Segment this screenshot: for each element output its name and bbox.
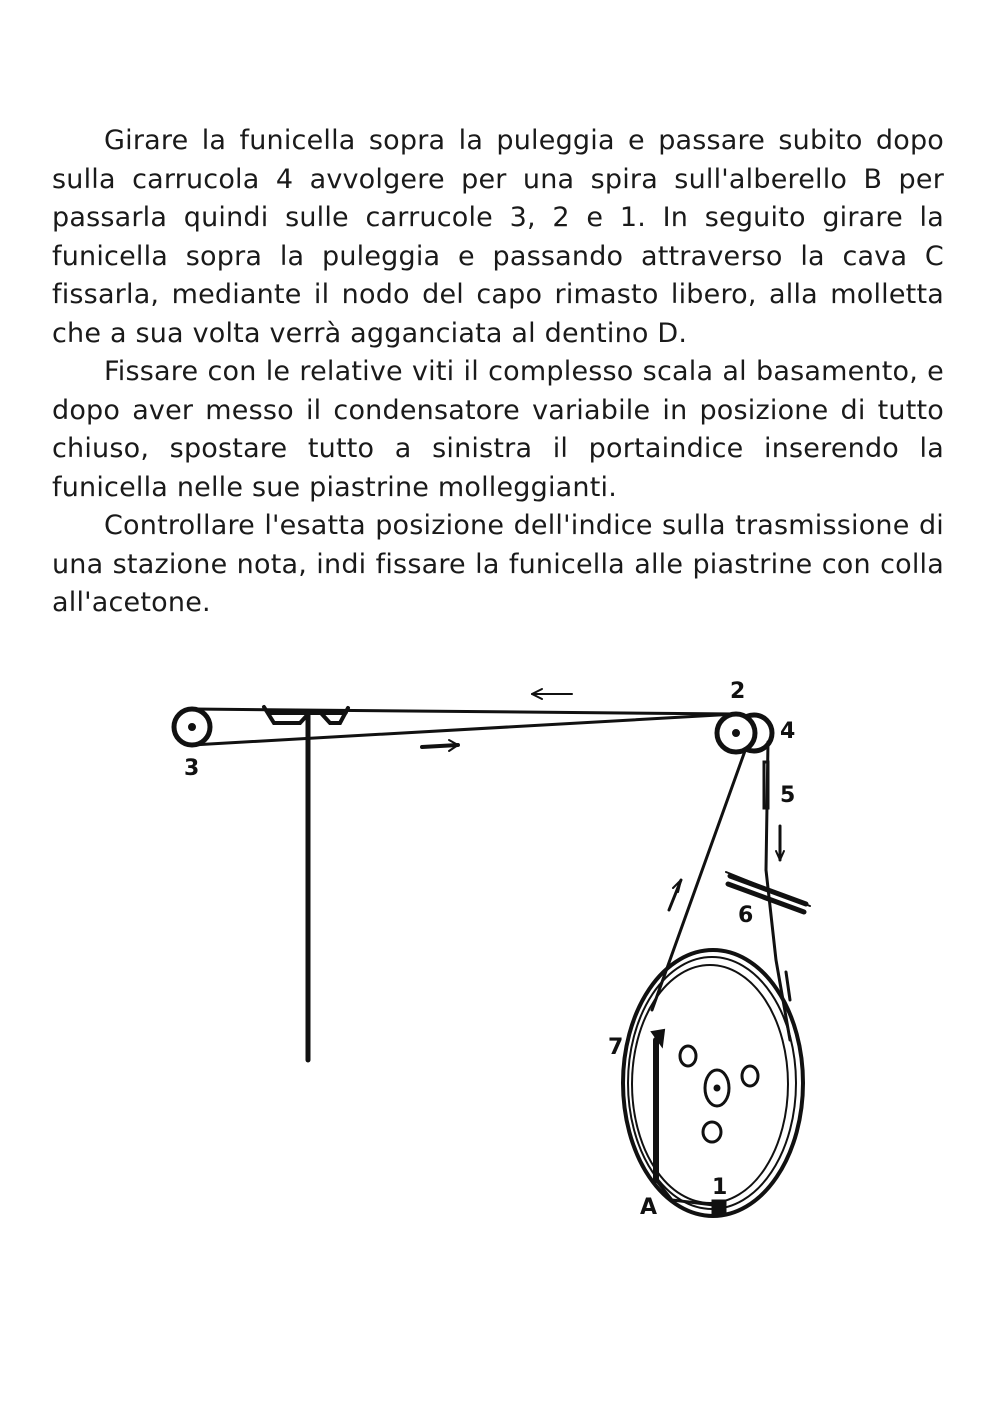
label-5: 5 [780,783,796,808]
screw-2 [742,1066,758,1086]
tab-1 [712,1200,726,1214]
label-2: 2 [730,679,746,704]
label-3: 3 [184,756,200,781]
label-7: 7 [608,1035,624,1060]
screw-3 [703,1122,721,1142]
label-1: 1 [712,1175,728,1200]
paragraph-3: Controllare l'esatta posizione dell'indice sulla trasmissione di una stazione nota, indi fissare la funicella alle piastrine con colla all'acetone. [52,510,944,618]
paragraph-2: Fissare con le relative viti il complesso scala al basamento, e dopo aver messo il condensatore variabile in posizione di tutto chiuso, spostare tutto a sinistra il portaindice inserendo la funicella nelle sue piastrine molleggianti. [52,356,944,503]
instruction-text [52,122,944,623]
label-6: 6 [738,903,754,928]
paragraph-1: Girare la funicella sopra la puleggia e passare subito dopo sulla carrucola 4 avvolgere per una spira sull'alberello B per passarla quindi sulle carrucole 3, 2 e 1. In seguito girare la funicella sopra la puleggia e passando attraverso la cava C fissarla, mediante il nodo del capo rimasto libero, alla molletta che a sua volta verrà agganciata al dentino D. [52,125,944,349]
cord-routing-diagram [0,640,992,1260]
label-4: 4 [780,719,796,744]
screw-1 [680,1046,696,1066]
label-a: A [640,1195,658,1220]
